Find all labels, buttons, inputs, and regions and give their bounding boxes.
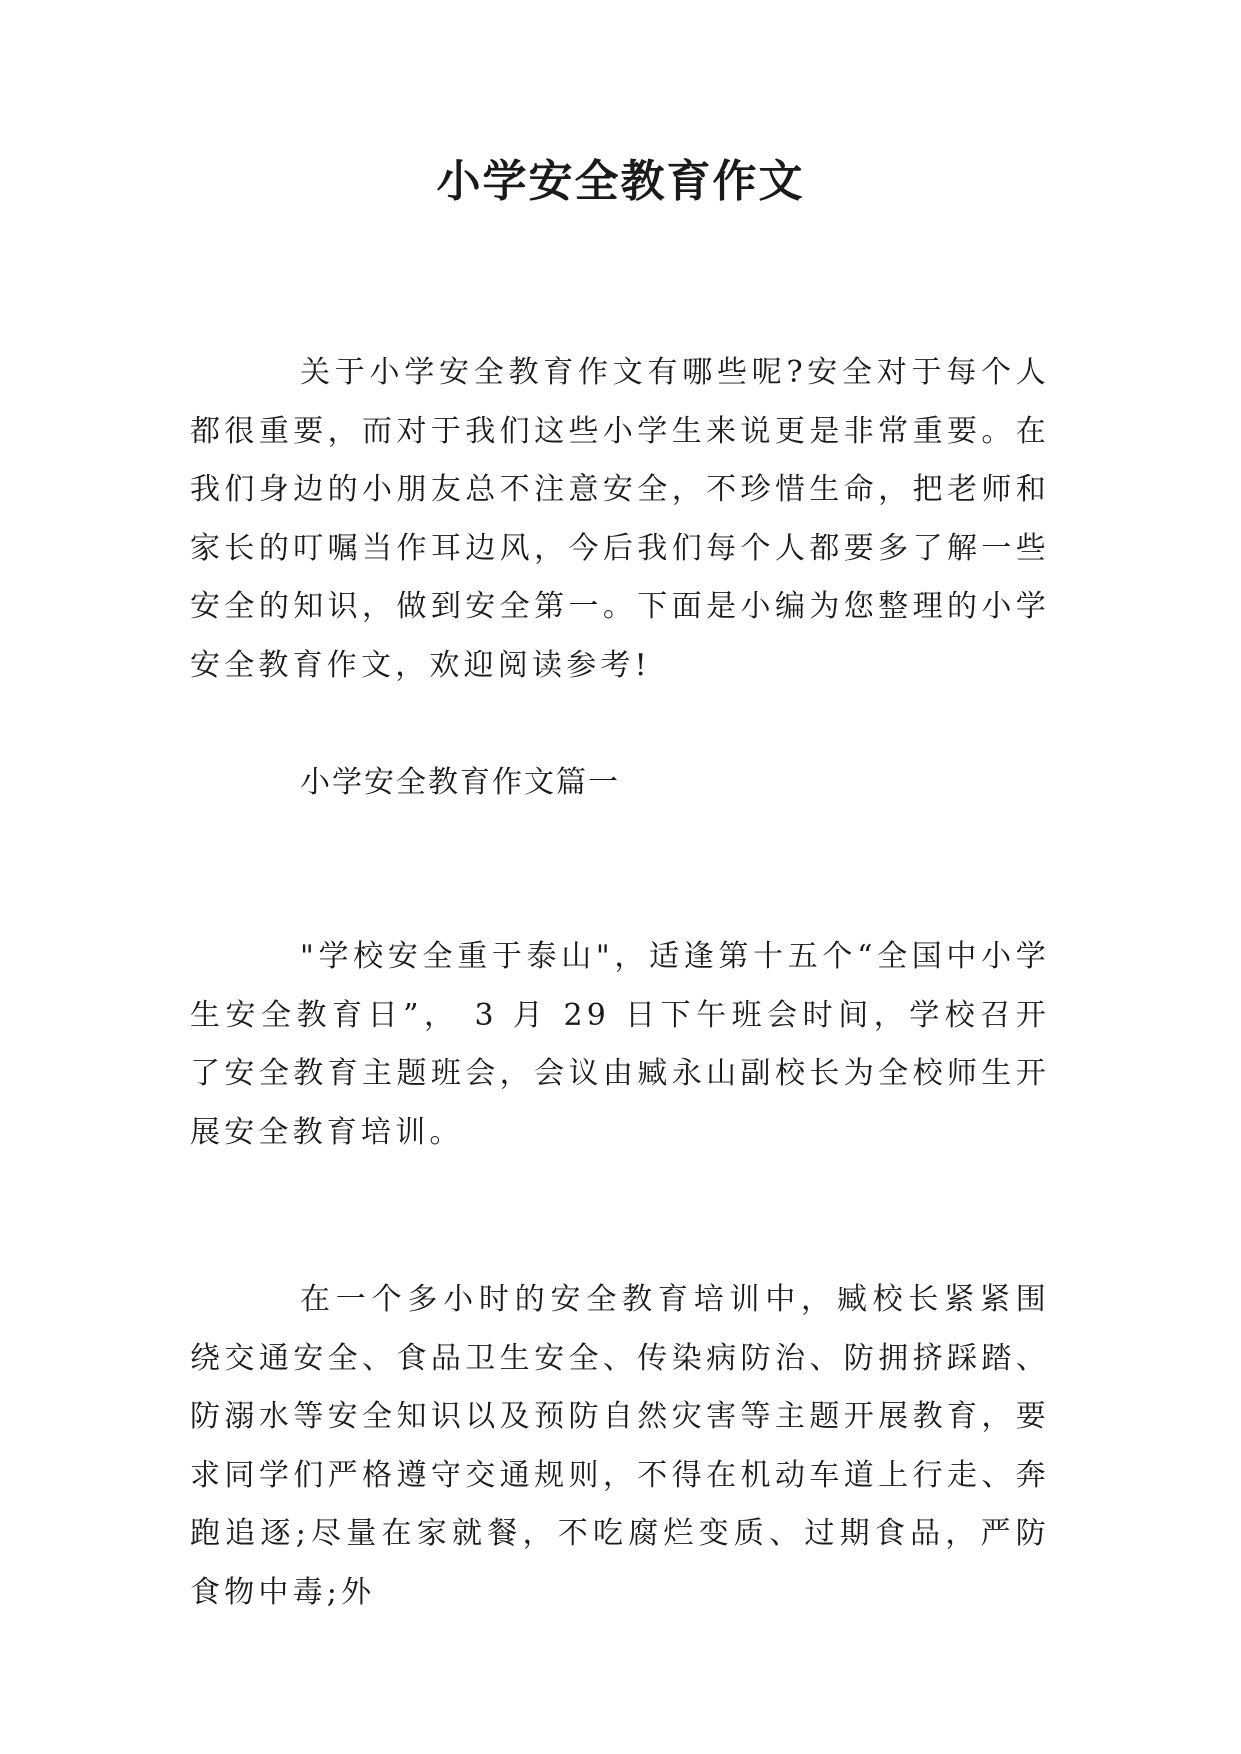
document-title: 小学安全教育作文 bbox=[436, 156, 805, 207]
paragraph-block-1 bbox=[190, 928, 1050, 1162]
section-heading-block bbox=[190, 754, 1050, 813]
body-paragraph-2: 在一个多小时的安全教育培训中，臧校长紧紧围绕交通安全、食品卫生安全、传染病防治、防拥挤踩踏、防溺水等安全知识以及预防自然灾害等主题开展教育，要求同学们严格遵守交通规则，不得在机动车道上行走、奔跑追逐;尽量在家就餐，不吃腐烂变质、过期食品，严防食物中毒;外 bbox=[190, 1282, 1050, 1610]
intro-paragraph: 关于小学安全教育作文有哪些呢?安全对于每个人都很重要，而对于我们这些小学生来说更是非常重要。在我们身边的小朋友总不注意安全，不珍惜生命，把老师和家长的叮嘱当作耳边风，今后我们每个人都要多了解一些安全的知识，做到安全第一。下面是小编为您整理的小学安全教育作文，欢迎阅读参考! bbox=[190, 355, 1050, 683]
section-heading: 小学安全教育作文篇一 bbox=[300, 765, 620, 800]
body-paragraph-1: "学校安全重于泰山"，适逢第十五个“全国中小学生安全教育日”， 3 月 29 日下午班会时间，学校召开了安全教育主题班会，会议由臧永山副校长为全校师生开展安全教育培训。 bbox=[190, 939, 1050, 1150]
intro-block bbox=[190, 344, 1050, 695]
paragraph-block-2 bbox=[190, 1271, 1050, 1622]
